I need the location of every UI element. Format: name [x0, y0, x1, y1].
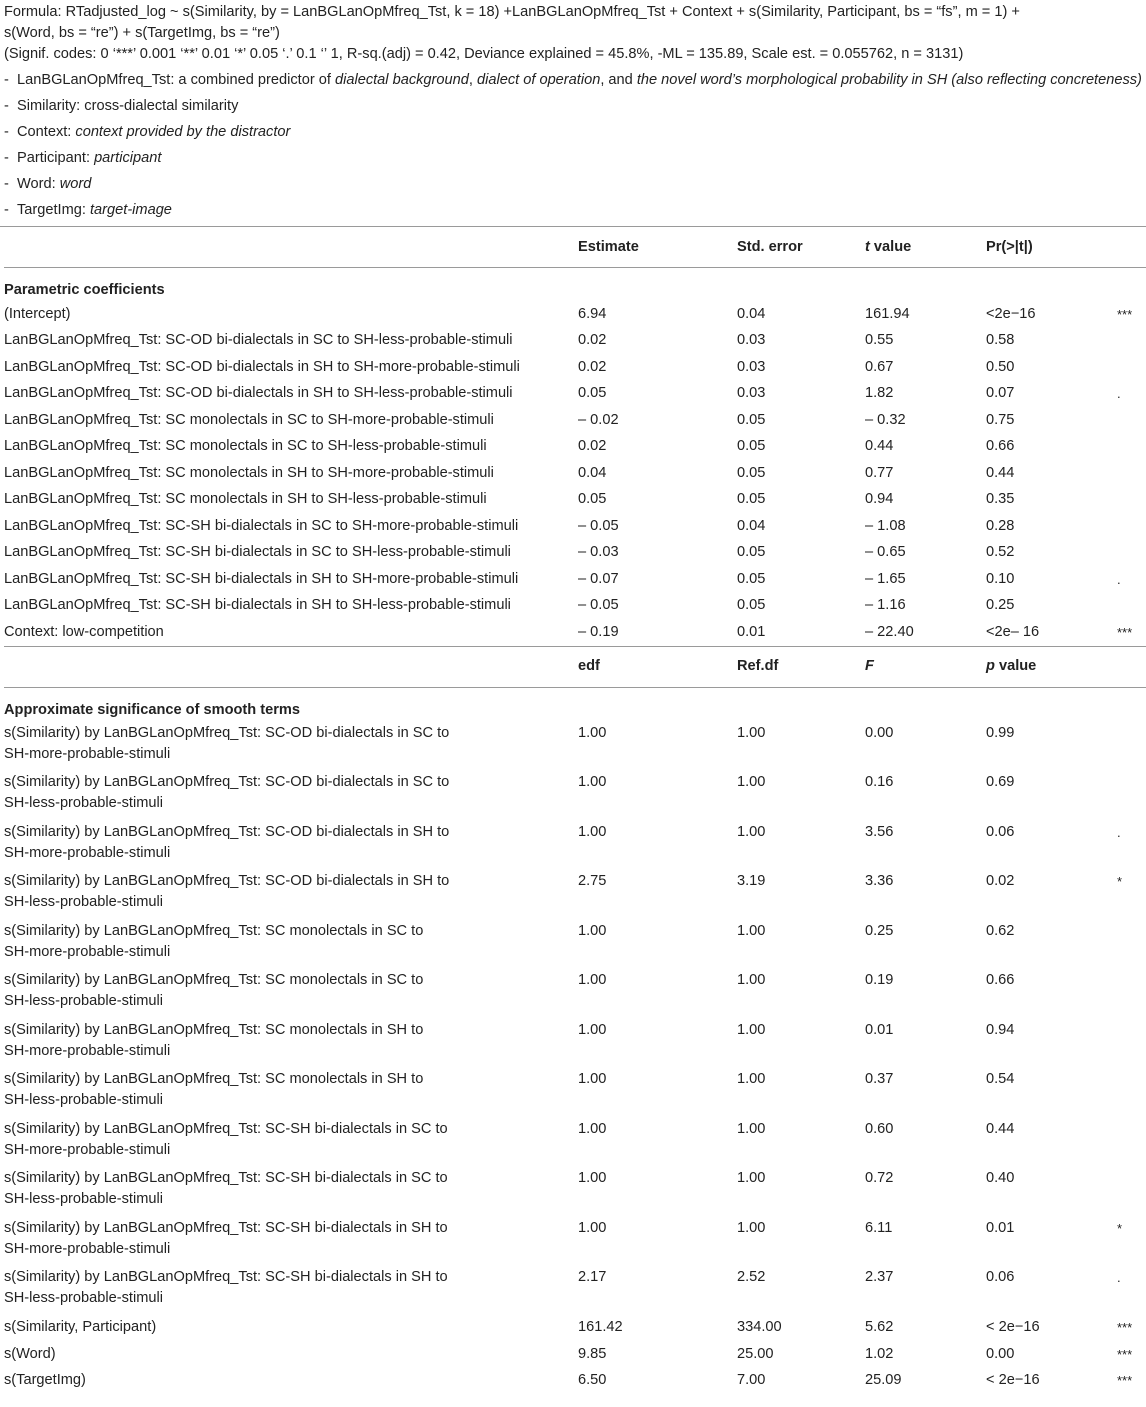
- definition-item: [4, 70, 1142, 90]
- formula-line-1: Formula: RTadjusted_log ~ s(Similarity, by = LanBGLanOpMfreq_Tst, k = 18) +LanBGLanOpMfreq_Tst + Context + s(Similarity, Participant, bs = “fs”, m = 1) +: [4, 4, 1020, 20]
- significance-cell: ***: [1117, 1346, 1133, 1362]
- ref-df-cell: 1.00: [737, 972, 766, 988]
- header-p-label: p: [986, 658, 995, 674]
- section-smooth: [4, 687, 1146, 721]
- edf-cell: 1.00: [578, 1071, 607, 1087]
- header-sig: [1117, 646, 1146, 687]
- f-cell: 3.36: [865, 873, 894, 889]
- table-row: [4, 434, 1146, 461]
- header-ref-df: Ref.df: [737, 646, 865, 687]
- ref-df-cell: 1.00: [737, 1170, 766, 1186]
- p-value-cell: 0.75: [986, 411, 1015, 428]
- term-line-2: SH-more-probable-stimuli: [4, 1240, 171, 1257]
- edf-cell: 1.00: [578, 972, 607, 988]
- estimate-cell: 0.02: [578, 332, 607, 349]
- definition-item: [4, 200, 1142, 220]
- f-cell: 0.72: [865, 1170, 894, 1186]
- definition-text: word: [59, 176, 92, 192]
- significance-cell: [1117, 540, 1146, 567]
- definition-term: LanBGLanOpMfreq_Tst: a combined predictor of: [17, 72, 335, 88]
- bullet-dash: -: [4, 72, 9, 88]
- estimate-cell: – 0.03: [578, 544, 619, 561]
- section-parametric: [4, 268, 1146, 302]
- term-cell: s(TargetImg): [4, 1372, 86, 1389]
- edf-cell: 2.75: [578, 873, 607, 889]
- term-cell: [4, 968, 578, 1018]
- term-line-2: SH-more-probable-stimuli: [4, 943, 171, 960]
- std-error-cell: 0.03: [737, 332, 766, 349]
- table-row: [4, 1368, 1146, 1395]
- p-value-cell: 0.28: [986, 517, 1015, 534]
- significance-cell: [1117, 328, 1146, 355]
- smooth-header-row: [4, 646, 1146, 687]
- table-row: [4, 869, 1146, 919]
- std-error-cell: 0.03: [737, 385, 766, 402]
- parametric-header-row: [4, 227, 1146, 268]
- f-cell: 2.37: [865, 1269, 894, 1285]
- definition-text: ,: [468, 72, 477, 88]
- term-cell: LanBGLanOpMfreq_Tst: SC-OD bi-dialectals in SC to SH-less-probable-stimuli: [4, 332, 513, 349]
- p-value-cell: <2e– 16: [986, 623, 1040, 640]
- term-line-1: s(Similarity) by LanBGLanOpMfreq_Tst: SC monolectals in SC to: [4, 922, 424, 939]
- significance-cell: [1117, 487, 1146, 514]
- table-row: [4, 1117, 1146, 1167]
- p-value-cell: 0.62: [986, 922, 1015, 939]
- p-value-cell: <2e−16: [986, 305, 1036, 322]
- table-row: [4, 1067, 1146, 1117]
- edf-cell: 1.00: [578, 1120, 607, 1137]
- table-row: [4, 593, 1146, 620]
- significance-cell: [1117, 1166, 1146, 1216]
- p-value-cell: 0.44: [986, 1120, 1015, 1137]
- definition-term: TargetImg:: [17, 202, 90, 218]
- term-cell: [4, 770, 578, 820]
- table-row: [4, 1265, 1146, 1315]
- term-cell: LanBGLanOpMfreq_Tst: SC-SH bi-dialectals in SH to SH-more-probable-stimuli: [4, 570, 519, 587]
- term-line-2: SH-less-probable-stimuli: [4, 993, 163, 1009]
- term-cell: s(Word): [4, 1345, 56, 1362]
- definition-text: dialect of operation: [476, 72, 601, 88]
- term-line-1: s(Similarity) by LanBGLanOpMfreq_Tst: SC-OD bi-dialectals in SH to: [4, 873, 450, 889]
- term-line-1: s(Similarity) by LanBGLanOpMfreq_Tst: SC-OD bi-dialectals in SH to: [4, 823, 450, 840]
- p-value-cell: 0.25: [986, 597, 1015, 614]
- definition-term: Context:: [17, 124, 76, 140]
- p-value-cell: 0.94: [986, 1021, 1015, 1038]
- significance-cell: [1117, 460, 1146, 487]
- t-value-cell: – 0.32: [865, 411, 906, 428]
- table-row: [4, 513, 1146, 540]
- definition-text: context provided by the distractor: [75, 124, 291, 140]
- bullet-dash: -: [4, 176, 9, 192]
- term-cell: [4, 919, 578, 969]
- bullet-dash: -: [4, 98, 9, 114]
- table-row: [4, 566, 1146, 593]
- header-term: [4, 646, 578, 687]
- edf-cell: 2.17: [578, 1269, 607, 1285]
- section-title: Parametric coefficients: [4, 282, 165, 298]
- significance-cell: [1117, 593, 1146, 620]
- p-value-cell: 0.99: [986, 724, 1015, 741]
- term-cell: s(Similarity, Participant): [4, 1319, 157, 1336]
- significance-cell: .: [1117, 386, 1121, 402]
- f-cell: 0.25: [865, 922, 894, 939]
- table-row: [4, 1166, 1146, 1216]
- term-cell: LanBGLanOpMfreq_Tst: SC-OD bi-dialectals in SH to SH-more-probable-stimuli: [4, 358, 520, 375]
- p-value-cell: 0.69: [986, 774, 1015, 790]
- edf-cell: 1.00: [578, 724, 607, 741]
- std-error-cell: 0.05: [737, 544, 766, 561]
- term-line-2: SH-less-probable-stimuli: [4, 1092, 163, 1108]
- significance-cell: [1117, 968, 1146, 1018]
- significance-cell: ***: [1117, 624, 1133, 640]
- model-formula: [4, 0, 1142, 65]
- table-row: [4, 770, 1146, 820]
- definition-text: the novel word’s morphological probability in SH (also reflecting concreteness): [636, 72, 1142, 88]
- p-value-cell: 0.35: [986, 491, 1015, 508]
- ref-df-cell: 1.00: [737, 1071, 766, 1087]
- p-value-cell: < 2e−16: [986, 1372, 1040, 1389]
- std-error-cell: 0.03: [737, 358, 766, 375]
- t-value-cell: – 1.08: [865, 517, 906, 534]
- term-line-2: SH-more-probable-stimuli: [4, 745, 171, 762]
- term-line-1: s(Similarity) by LanBGLanOpMfreq_Tst: SC-SH bi-dialectals in SH to: [4, 1269, 448, 1285]
- term-line-1: s(Similarity) by LanBGLanOpMfreq_Tst: SC-SH bi-dialectals in SC to: [4, 1170, 448, 1186]
- std-error-cell: 0.05: [737, 411, 766, 428]
- term-cell: LanBGLanOpMfreq_Tst: SC-SH bi-dialectals in SC to SH-more-probable-stimuli: [4, 517, 519, 534]
- table-row: [4, 968, 1146, 1018]
- edf-cell: 1.00: [578, 1021, 607, 1038]
- table-row: [4, 328, 1146, 355]
- term-cell: [4, 869, 578, 919]
- table-row: [4, 820, 1146, 870]
- significance-cell: ***: [1117, 1320, 1133, 1336]
- significance-cell: [1117, 513, 1146, 540]
- table-row: [4, 1341, 1146, 1368]
- edf-cell: 1.00: [578, 922, 607, 939]
- significance-cell: [1117, 721, 1146, 771]
- header-value-label: value: [994, 658, 1037, 674]
- t-value-cell: – 22.40: [865, 623, 914, 640]
- f-cell: 1.02: [865, 1345, 894, 1362]
- table-row: [4, 354, 1146, 381]
- std-error-cell: 0.05: [737, 464, 766, 481]
- p-value-cell: 0.52: [986, 544, 1015, 561]
- std-error-cell: 0.01: [737, 623, 766, 640]
- term-cell: [4, 1166, 578, 1216]
- edf-cell: 161.42: [578, 1319, 623, 1336]
- header-estimate: Estimate: [578, 227, 737, 268]
- significance-cell: [1117, 1018, 1146, 1068]
- f-cell: 6.11: [865, 1219, 893, 1236]
- edf-cell: 1.00: [578, 1170, 607, 1186]
- term-cell: [4, 1117, 578, 1167]
- term-line-1: s(Similarity) by LanBGLanOpMfreq_Tst: SC-SH bi-dialectals in SH to: [4, 1219, 448, 1236]
- term-line-1: s(Similarity) by LanBGLanOpMfreq_Tst: SC monolectals in SC to: [4, 972, 424, 988]
- edf-cell: 1.00: [578, 774, 607, 790]
- estimate-cell: 0.05: [578, 491, 607, 508]
- p-value-cell: < 2e−16: [986, 1319, 1040, 1336]
- f-cell: 0.16: [865, 774, 894, 790]
- definition-text: participant: [94, 150, 162, 166]
- ref-df-cell: 1.00: [737, 823, 766, 840]
- edf-cell: 6.50: [578, 1372, 607, 1389]
- f-cell: 0.60: [865, 1120, 894, 1137]
- significance-cell: .: [1117, 571, 1121, 587]
- definition-term: Similarity: cross-dialectal similarity: [17, 98, 239, 114]
- t-value-cell: – 0.65: [865, 544, 906, 561]
- header-f-label: F: [865, 658, 874, 674]
- t-value-cell: 161.94: [865, 305, 910, 322]
- p-value-cell: 0.02: [986, 873, 1015, 889]
- p-value-cell: 0.06: [986, 823, 1015, 840]
- definition-item: [4, 174, 1142, 194]
- term-cell: LanBGLanOpMfreq_Tst: SC monolectals in SC to SH-more-probable-stimuli: [4, 411, 494, 428]
- term-line-2: SH-more-probable-stimuli: [4, 1141, 171, 1158]
- f-cell: 0.37: [865, 1071, 894, 1087]
- term-cell: LanBGLanOpMfreq_Tst: SC-SH bi-dialectals in SH to SH-less-probable-stimuli: [4, 597, 511, 614]
- p-value-cell: 0.66: [986, 438, 1015, 455]
- estimate-cell: – 0.02: [578, 411, 619, 428]
- definition-item: [4, 96, 1142, 116]
- term-line-2: SH-more-probable-stimuli: [4, 844, 171, 861]
- significance-cell: [1117, 770, 1146, 820]
- term-line-1: s(Similarity) by LanBGLanOpMfreq_Tst: SC-OD bi-dialectals in SC to: [4, 774, 450, 790]
- p-value-cell: 0.50: [986, 358, 1015, 375]
- significance-cell: .: [1117, 1270, 1121, 1285]
- t-value-cell: – 1.65: [865, 570, 906, 587]
- significance-cell: [1117, 407, 1146, 434]
- table-row: [4, 407, 1146, 434]
- significance-cell: ***: [1117, 1373, 1133, 1389]
- term-line-2: SH-less-probable-stimuli: [4, 1290, 163, 1306]
- term-cell: [4, 1067, 578, 1117]
- significance-cell: ***: [1117, 306, 1133, 322]
- estimate-cell: – 0.19: [578, 623, 619, 640]
- p-value-cell: 0.06: [986, 1269, 1015, 1285]
- f-cell: 0.01: [865, 1021, 894, 1038]
- term-line-1: s(Similarity) by LanBGLanOpMfreq_Tst: SC-OD bi-dialectals in SC to: [4, 724, 450, 741]
- std-error-cell: 0.04: [737, 517, 766, 534]
- term-cell: LanBGLanOpMfreq_Tst: SC-SH bi-dialectals in SC to SH-less-probable-stimuli: [4, 544, 511, 561]
- definition-item: [4, 148, 1142, 168]
- ref-df-cell: 1.00: [737, 922, 766, 939]
- t-value-cell: 0.44: [865, 438, 894, 455]
- estimate-cell: 0.02: [578, 438, 607, 455]
- p-value-cell: 0.66: [986, 972, 1015, 988]
- significance-cell: *: [1117, 1220, 1123, 1236]
- term-cell: [4, 1018, 578, 1068]
- std-error-cell: 0.04: [737, 305, 766, 322]
- bullet-dash: -: [4, 124, 9, 140]
- term-line-2: SH-more-probable-stimuli: [4, 1042, 171, 1059]
- p-value-cell: 0.00: [986, 1345, 1015, 1362]
- term-cell: (Intercept): [4, 305, 71, 322]
- t-value-cell: 0.55: [865, 332, 894, 349]
- p-value-cell: 0.44: [986, 464, 1015, 481]
- ref-df-cell: 1.00: [737, 774, 766, 790]
- f-cell: 3.56: [865, 823, 894, 840]
- term-cell: [4, 1216, 578, 1266]
- table-row: [4, 460, 1146, 487]
- estimate-cell: 6.94: [578, 305, 607, 322]
- ref-df-cell: 3.19: [737, 873, 766, 889]
- variable-definitions: [4, 70, 1142, 220]
- definition-text: , and: [600, 72, 637, 88]
- p-value-cell: 0.54: [986, 1071, 1015, 1087]
- table-row: [4, 1018, 1146, 1068]
- estimate-cell: 0.04: [578, 464, 607, 481]
- table-row: [4, 301, 1146, 328]
- ref-df-cell: 2.52: [737, 1269, 766, 1285]
- table-row: [4, 540, 1146, 567]
- term-line-2: SH-less-probable-stimuli: [4, 795, 163, 811]
- p-value-cell: 0.58: [986, 332, 1015, 349]
- definition-text: target-image: [90, 202, 172, 218]
- term-cell: LanBGLanOpMfreq_Tst: SC monolectals in SH to SH-less-probable-stimuli: [4, 491, 487, 508]
- ref-df-cell: 7.00: [737, 1372, 766, 1389]
- significance-cell: [1117, 1117, 1146, 1167]
- significance-cell: [1117, 354, 1146, 381]
- f-cell: 25.09: [865, 1372, 902, 1389]
- significance-cell: .: [1117, 824, 1121, 840]
- estimate-cell: – 0.07: [578, 570, 619, 587]
- ref-df-cell: 1.00: [737, 1120, 766, 1137]
- significance-cell: *: [1117, 874, 1123, 889]
- bullet-dash: -: [4, 150, 9, 166]
- term-line-1: s(Similarity) by LanBGLanOpMfreq_Tst: SC-SH bi-dialectals in SC to: [4, 1120, 448, 1137]
- term-line-2: SH-less-probable-stimuli: [4, 894, 163, 910]
- table-row: [4, 1216, 1146, 1266]
- f-cell: 0.00: [865, 724, 894, 741]
- std-error-cell: 0.05: [737, 438, 766, 455]
- p-value-cell: 0.01: [986, 1219, 1015, 1236]
- p-value-cell: 0.10: [986, 570, 1015, 587]
- std-error-cell: 0.05: [737, 570, 766, 587]
- p-value-cell: 0.40: [986, 1170, 1015, 1186]
- term-cell: [4, 820, 578, 870]
- term-cell: LanBGLanOpMfreq_Tst: SC monolectals in SH to SH-more-probable-stimuli: [4, 464, 494, 481]
- table-row: [4, 381, 1146, 408]
- term-line-1: s(Similarity) by LanBGLanOpMfreq_Tst: SC monolectals in SH to: [4, 1021, 424, 1038]
- header-std-error: Std. error: [737, 227, 865, 268]
- t-value-cell: 0.67: [865, 358, 894, 375]
- significance-cell: [1117, 434, 1146, 461]
- estimate-cell: – 0.05: [578, 517, 619, 534]
- definition-term: Word:: [17, 176, 60, 192]
- std-error-cell: 0.05: [737, 597, 766, 614]
- estimate-cell: 0.05: [578, 385, 607, 402]
- header-t-value: t value: [865, 227, 986, 268]
- term-cell: Context: low-competition: [4, 623, 164, 640]
- term-line-2: SH-less-probable-stimuli: [4, 1191, 163, 1207]
- header-edf: edf: [578, 646, 737, 687]
- header-p-value: [986, 646, 1117, 687]
- results-table: [4, 227, 1146, 1394]
- ref-df-cell: 1.00: [737, 1219, 766, 1236]
- bullet-dash: -: [4, 202, 9, 218]
- term-line-1: s(Similarity) by LanBGLanOpMfreq_Tst: SC monolectals in SH to: [4, 1071, 424, 1087]
- table-row: [4, 1315, 1146, 1342]
- section-title: Approximate significance of smooth terms: [4, 701, 300, 718]
- p-value-cell: 0.07: [986, 385, 1015, 402]
- table-row: [4, 721, 1146, 771]
- estimate-cell: 0.02: [578, 358, 607, 375]
- ref-df-cell: 334.00: [737, 1319, 782, 1336]
- f-cell: 0.19: [865, 972, 894, 988]
- definition-item: [4, 122, 1142, 142]
- significance-codes: (Signif. codes: 0 ‘***’ 0.001 ‘**’ 0.01 ‘*’ 0.05 ‘.’ 0.1 ‘’ 1, R-sq.(adj) = 0.42, Deviance explained = 45.8%, -ML = 135.89, Scale est. = 0.055762, n = 3131): [4, 46, 964, 62]
- estimate-cell: – 0.05: [578, 597, 619, 614]
- table-row: [4, 487, 1146, 514]
- table-row: [4, 919, 1146, 969]
- term-cell: LanBGLanOpMfreq_Tst: SC monolectals in SC to SH-less-probable-stimuli: [4, 438, 487, 455]
- edf-cell: 1.00: [578, 823, 607, 840]
- header-f: [865, 646, 986, 687]
- term-cell: [4, 1265, 578, 1315]
- header-term: [4, 227, 578, 268]
- ref-df-cell: 25.00: [737, 1345, 774, 1362]
- term-cell: LanBGLanOpMfreq_Tst: SC-OD bi-dialectals in SH to SH-less-probable-stimuli: [4, 385, 513, 402]
- t-value-cell: 1.82: [865, 385, 894, 402]
- std-error-cell: 0.05: [737, 491, 766, 508]
- f-cell: 5.62: [865, 1319, 894, 1336]
- t-value-cell: 0.94: [865, 491, 894, 508]
- header-pr-t: Pr(>|t|): [986, 227, 1117, 268]
- significance-cell: [1117, 919, 1146, 969]
- edf-cell: 1.00: [578, 1219, 607, 1236]
- table-row: [4, 619, 1146, 646]
- definition-term: Participant:: [17, 150, 95, 166]
- ref-df-cell: 1.00: [737, 1021, 766, 1038]
- definition-text: dialectal background: [335, 72, 469, 88]
- t-value-cell: 0.77: [865, 464, 894, 481]
- ref-df-cell: 1.00: [737, 724, 766, 741]
- t-value-cell: – 1.16: [865, 597, 906, 614]
- formula-line-2: s(Word, bs = “re”) + s(TargetImg, bs = “re”): [4, 25, 280, 41]
- edf-cell: 9.85: [578, 1345, 607, 1362]
- term-cell: [4, 721, 578, 771]
- significance-cell: [1117, 1067, 1146, 1117]
